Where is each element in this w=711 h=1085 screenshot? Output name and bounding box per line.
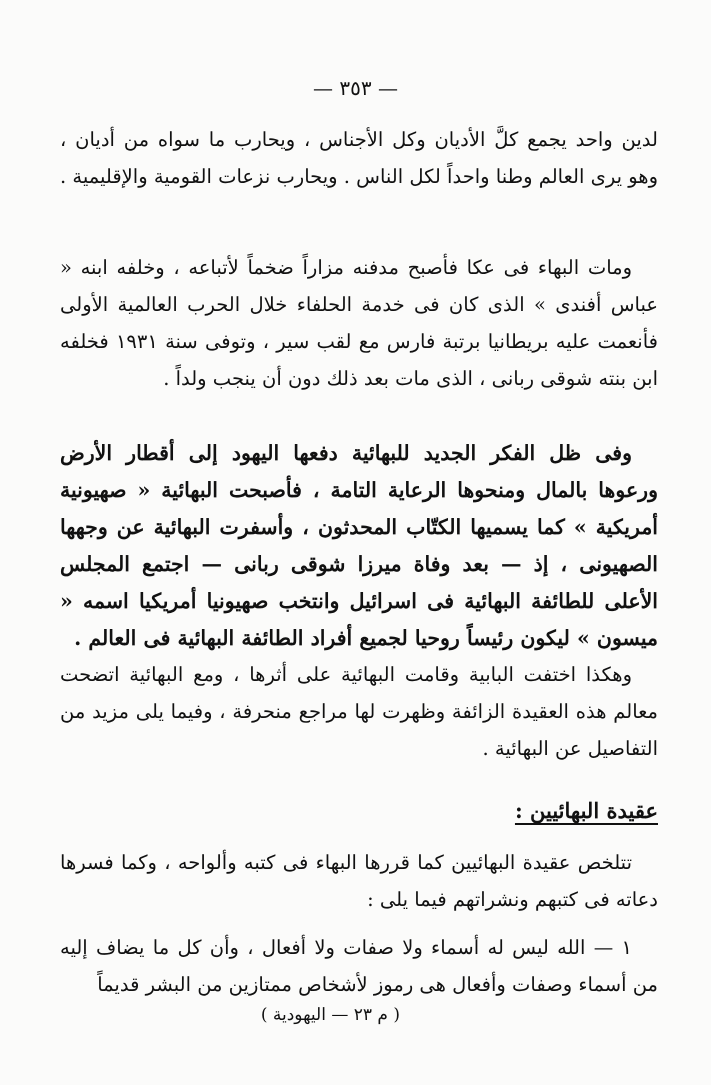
paragraph-block-1: [60, 121, 658, 195]
paragraph-block-6: [60, 929, 658, 1003]
paragraph-block-5: [60, 844, 658, 918]
paragraph-text: وهكذا اختفت البابية وقامت البهائية على أثرها ، ومع البهائية اتضحت معالم هذه العقيدة الزائفة وظهرت لها مراجع منحرفة ، وفيما يلى مزيد من التفاصيل عن البهائية .: [60, 663, 658, 760]
paragraph-block-2: [60, 249, 658, 397]
paragraph-text: لدين واحد يجمع كلَّ الأديان وكل الأجناس ، ويحارب ما سواه من أديان ، وهو يرى العالم وطنا واحداً لكل الناس . ويحارب نزعات القومية والإقليمية .: [60, 128, 658, 188]
paragraph-text: ومات البهاء فى عكا فأصبح مدفنه مزاراً ضخماً لأتباعه ، وخلفه ابنه « عباس أفندى » الذى كان فى خدمة الحلفاء خلال الحرب العالمية الأولى فأنعمت عليه بريطانيا برتبة فارس مع لقب سير ، وتوفى سنة ١٩٣١ فخلفه ابن بنته شوقى ربانى ، الذى مات بعد ذلك دون أن ينجب ولداً .: [60, 256, 658, 390]
page-number: — ٣٥٣ —: [313, 76, 398, 100]
paragraph-block-4: [60, 656, 658, 767]
section-heading-text: عقيدة البهائيين :: [514, 798, 658, 823]
paragraph-text: ١ — الله ليس له أسماء ولا صفات ولا أفعال ، وأن كل ما يضاف إليه من أسماء وصفات وأفعال هى رموز لأشخاص ممتازين من البشر قديماً: [60, 936, 658, 996]
section-heading: [60, 792, 658, 829]
paragraph-text: تتلخص عقيدة البهائيين كما قررها البهاء فى كتبه وألواحه ، وكما فسرها دعاته فى كتبهم ونشراتهم فيما يلى :: [60, 851, 658, 911]
paragraph-block-3: [60, 435, 658, 657]
paragraph-text: وفى ظل الفكر الجديد للبهائية دفعها اليهود إلى أقطار الأرض ورعوها بالمال ومنحوها الرعاية التامة ، فأصبحت البهائية « صهيونية أمريكية » كما يسميها الكتّاب المحدثون ، وأسفرت البهائية عن وجهها الصهيونى ، إذ — بعد وفاة ميرزا شوقى ربانى — اجتمع المجلس الأعلى للطائفة البهائية فى اسرائيل وانتخب صهيونيا أمريكيا اسمه « ميسون » ليكون رئيساً روحيا لجميع أفراد الطائفة البهائية فى العالم .: [60, 441, 658, 650]
section-heading-block: [60, 792, 658, 829]
footnote-signature: ( م ٢٣ — اليهودية ): [260, 1005, 400, 1025]
